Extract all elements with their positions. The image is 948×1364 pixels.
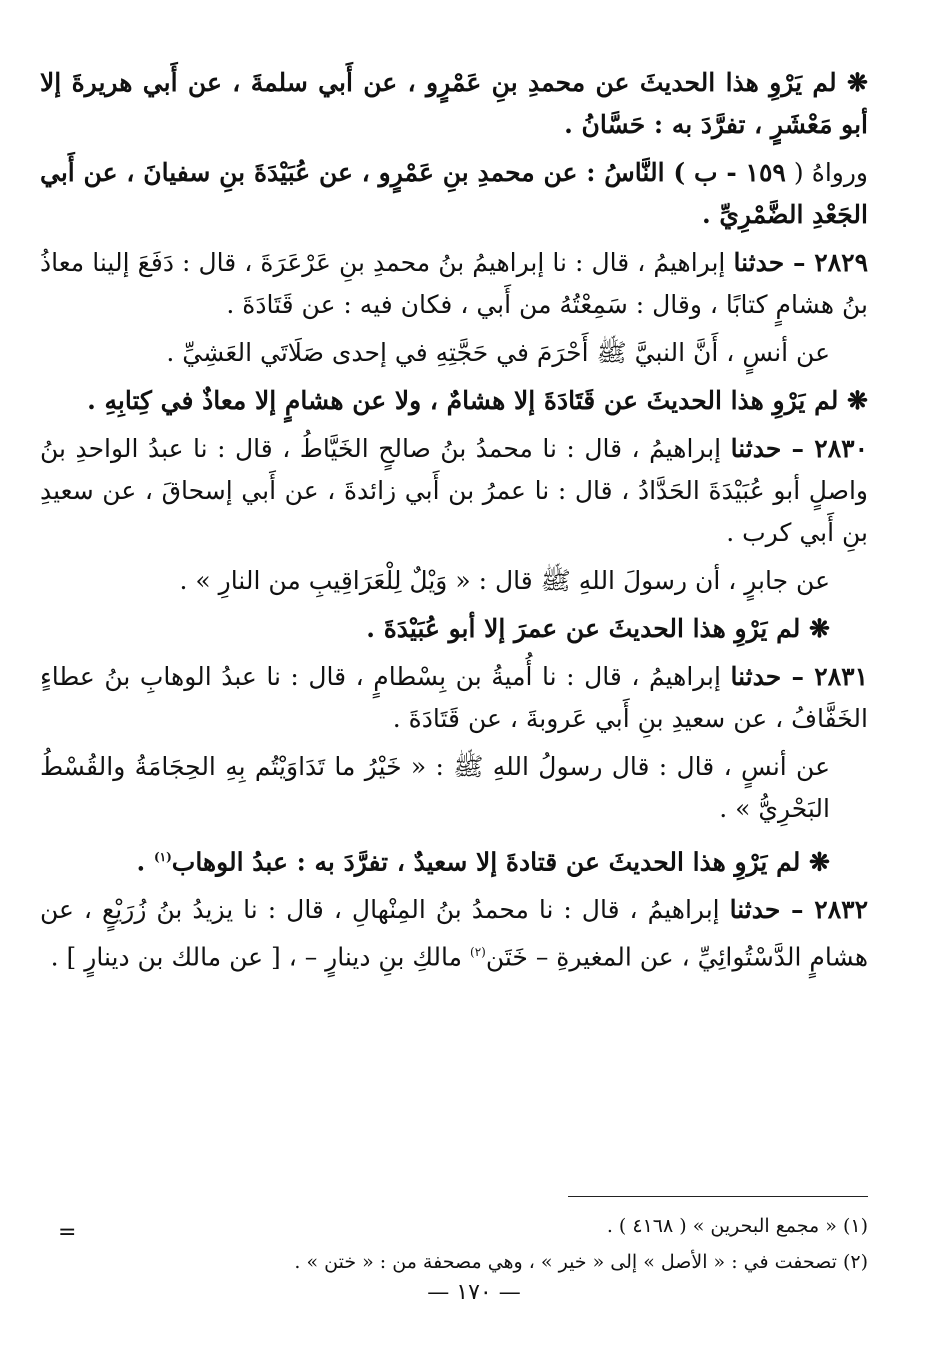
commentary-paragraph — [40, 836, 868, 883]
footnote-1: (١) « مجمع البحرين » ( ٤١٦٨ ) . — [606, 1215, 868, 1237]
narration-segment: ١٥٩ - ب ) النَّاسُ : عن محمدِ بنِ عَمْرٍو ، عن عُبَيْدَةَ بنِ سفيانَ ، عن أَبي الجَعْدِ الضَّمْرِيِّ . — [40, 158, 868, 229]
hadith-text: عن جابرٍ ، أن رسولَ اللهِ ﷺ قال : « وَيْلٌ لِلْعَرَاقِيبِ من النارِ » . — [179, 566, 830, 595]
commentary-text: ❋ لم يَرْوِ هذا الحديثَ عن عمرَ إلا أبو عُبَيْدَةَ . — [366, 614, 830, 643]
isnad-text: إبراهيمُ ، قال : نا محمدُ بنُ صالحٍ الخَيَّاطُ ، قال : نا عبدُ الواحدِ بنُ واصلٍ أبو عُبَيْدَةَ الحَدَّادُ ، قال : نا عمرُ بن أَبي زائدةَ ، عن أَبي إسحاقَ ، عن سعيدِ بنِ أَبي كرب . — [40, 434, 868, 547]
hadith-number: ٢٨٣٠ – حدثنا — [730, 434, 868, 463]
page-body — [40, 62, 868, 985]
commentary-paragraph — [40, 380, 868, 422]
isnad-text: إبراهيمُ ، قال : نا إبراهيمُ بنُ محمدِ بنِ عَرْعَرَةَ ، قال : دَفَعَ إلينا معاذُ بنُ هشامٍ كتابًا ، وقال : سَمِعْتُهُ من أَبي ، فكان فيه : عن قَتَادَةَ . — [40, 248, 868, 319]
commentary-text: ❋ لم يَرْوِ هذا الحديثَ عن قَتَادَةَ إلا هشامٌ ، ولا عن هشامٍ إلا معاذٌ في كِتابِهِ . — [87, 386, 868, 415]
isnad-paragraph — [40, 656, 868, 740]
continuation-mark: = — [58, 1220, 77, 1245]
isnad-text: إبراهيمُ ، قال : نا أُميةُ بن بِسْطامٍ ، قال : نا عبدُ الوهابِ بنُ عطاءٍ الخَفَّافُ ، عن سعيدِ بنِ أَبي عَروبةَ ، عن قَتَادَةَ . — [40, 662, 868, 733]
hadith-text-paragraph — [40, 746, 868, 830]
footnote-marker: (٢) — [470, 945, 486, 960]
hadith-text: عن أنسٍ ، قال : قال رسولُ اللهِ ﷺ : « خَيْرُ ما تَدَاوَيْتُم بِهِ الحِجَامَةُ والقُسْطُ البَحْرِيُّ » . — [40, 752, 830, 823]
commentary-paragraph — [40, 62, 868, 146]
footnote-marker: (١) — [153, 850, 172, 864]
hadith-text: عن أنسٍ ، أَنَّ النبيَّ ﷺ أَحْرَمَ في حَجَّتِهِ في إحدى صَلَاتَي العَشِيِّ . — [166, 338, 830, 367]
hadith-text-paragraph — [40, 560, 868, 602]
commentary-text-end: . — [136, 847, 154, 877]
isnad-paragraph — [40, 242, 868, 326]
isnad-paragraph — [40, 889, 868, 978]
isnad-text: إبراهيمُ ، قال : نا محمدُ بنُ المِنْهالِ ، قال : نا يزيدُ بنُ زُرَيْعٍ ، عن هشامٍ الدَّسْتُوائِيِّ ، عن المغيرةِ – خَتَن — [40, 895, 868, 972]
page-number: — ١٧٠ — — [427, 1280, 521, 1305]
hadith-number: ٢٨٣٢ – حدثنا — [729, 895, 868, 925]
footnotes — [108, 1208, 868, 1280]
hadith-number: ٢٨٣١ – حدثنا — [730, 662, 868, 691]
isnad-text-end: مالكِ بنِ دينارٍ – ، [ عن مالك بن دينارٍ ] . — [50, 942, 471, 972]
narration-segment: ورواهُ ( — [785, 158, 868, 187]
footnote-divider — [568, 1196, 868, 1197]
isnad-paragraph — [40, 428, 868, 554]
footnote-2: (٢) تصحفت في : « الأصل » إلى « خير » ، وهي مصحفة من : « ختن » . — [294, 1251, 868, 1273]
commentary-text: ❋ لم يَرْوِ هذا الحديثَ عن محمدِ بنِ عَمْرٍو ، عن أَبي سلمةَ ، عن أَبي هريرةَ إلا أبو مَعْشَرٍ ، تفرَّدَ به : حَسَّانُ . — [40, 68, 868, 139]
hadith-number: ٢٨٢٩ – حدثنا — [733, 248, 868, 277]
commentary-text: ❋ لم يَرْوِ هذا الحديثَ عن قتادةَ إلا سعيدٌ ، تفرَّدَ به : عبدُ الوهاب — [171, 847, 830, 877]
narration-paragraph — [40, 152, 868, 236]
hadith-text-paragraph — [40, 332, 868, 374]
commentary-paragraph — [40, 608, 868, 650]
